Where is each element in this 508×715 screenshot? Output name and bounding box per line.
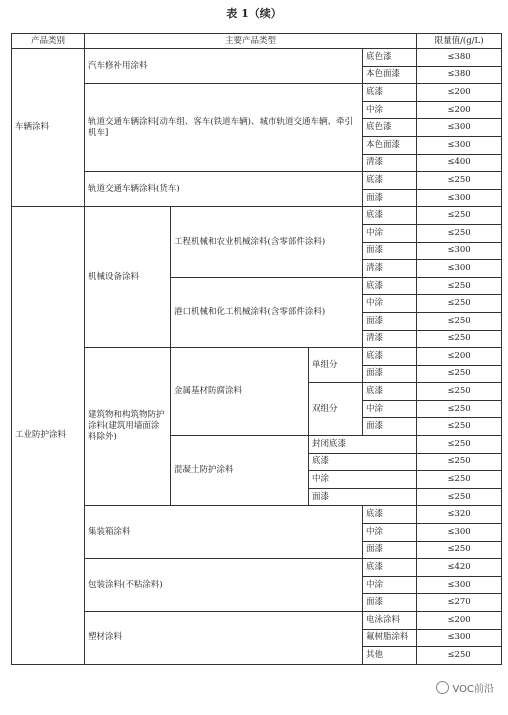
subtype-engineering-machinery: 工程机械和农业机械涂料(含零部件涂料) — [171, 207, 363, 277]
coat-type: 底色漆 — [363, 119, 417, 137]
limit-value: ≤200 — [417, 612, 502, 630]
limit-value: ≤380 — [417, 49, 502, 67]
coat-type: 面漆 — [363, 541, 417, 559]
coat-type: 面漆 — [363, 242, 417, 260]
limit-value: ≤250 — [417, 471, 502, 489]
limit-value: ≤250 — [417, 418, 502, 436]
coat-type: 中涂 — [363, 576, 417, 594]
limit-value: ≤300 — [417, 242, 502, 260]
limit-value: ≤420 — [417, 559, 502, 577]
subtype-port-machinery: 港口机械和化工机械涂料(含零部件涂料) — [171, 277, 363, 347]
coat-type: 底色漆 — [363, 49, 417, 67]
coat-type: 氟树脂涂料 — [363, 629, 417, 647]
limit-value: ≤250 — [417, 541, 502, 559]
coat-type: 底漆 — [363, 348, 417, 366]
coat-type: 本色面漆 — [363, 136, 417, 154]
limit-value: ≤200 — [417, 101, 502, 119]
coat-type: 中涂 — [363, 295, 417, 313]
limit-value: ≤250 — [417, 383, 502, 401]
category-industrial: 工业防护涂料 — [12, 207, 85, 664]
type-packaging: 包装涂料(不粘涂料) — [85, 559, 363, 612]
coat-type: 底漆 — [363, 172, 417, 190]
limit-value: ≤250 — [417, 224, 502, 242]
coat-type: 底漆 — [363, 277, 417, 295]
coat-type: 底漆 — [363, 207, 417, 225]
limit-value: ≤250 — [417, 488, 502, 506]
limit-value: ≤250 — [417, 277, 502, 295]
coat-type: 中涂 — [363, 524, 417, 542]
coat-type: 面漆 — [309, 488, 417, 506]
coat-type: 底漆 — [363, 383, 417, 401]
limit-value: ≤380 — [417, 66, 502, 84]
limit-value: ≤300 — [417, 629, 502, 647]
coat-type: 中涂 — [309, 471, 417, 489]
limit-value: ≤250 — [417, 453, 502, 471]
coat-type: 中涂 — [363, 101, 417, 119]
limit-value: ≤250 — [417, 295, 502, 313]
limit-value: ≤200 — [417, 84, 502, 102]
coat-type: 本色面漆 — [363, 66, 417, 84]
limit-value: ≤300 — [417, 136, 502, 154]
type-rail: 轨道交通车辆涂料[动车组、客车(铁道车辆)、城市轨道交通车辆、牵引机车] — [85, 84, 363, 172]
table-title: 表 1（续） — [226, 7, 282, 20]
limit-value: ≤250 — [417, 365, 502, 383]
coat-type: 面漆 — [363, 189, 417, 207]
coat-type: 其他 — [363, 647, 417, 665]
coat-type: 封闭底漆 — [309, 436, 417, 454]
type-building-protection: 建筑物和构筑物防护涂料(建筑用墙面涂料除外) — [85, 348, 171, 506]
limit-value: ≤250 — [417, 330, 502, 348]
limit-value: ≤250 — [417, 400, 502, 418]
dual-component: 双组分 — [309, 383, 363, 436]
limit-value: ≤200 — [417, 348, 502, 366]
coat-type: 中涂 — [363, 224, 417, 242]
limit-value: ≤300 — [417, 119, 502, 137]
header-category: 产品类别 — [12, 34, 85, 49]
coat-type: 底漆 — [363, 559, 417, 577]
limit-value: ≤300 — [417, 189, 502, 207]
coat-type: 面漆 — [363, 418, 417, 436]
limit-value: ≤250 — [417, 647, 502, 665]
limit-value: ≤270 — [417, 594, 502, 612]
coat-type: 面漆 — [363, 594, 417, 612]
limit-value: ≤250 — [417, 436, 502, 454]
coat-type: 面漆 — [363, 365, 417, 383]
coat-type: 电泳涂料 — [363, 612, 417, 630]
category-vehicle: 车辆涂料 — [12, 49, 85, 207]
subtype-concrete-protection: 混凝土防护涂料 — [171, 436, 309, 506]
limit-value: ≤250 — [417, 172, 502, 190]
limit-value: ≤300 — [417, 524, 502, 542]
coat-type: 底漆 — [363, 84, 417, 102]
limit-value: ≤250 — [417, 312, 502, 330]
type-machinery: 机械设备涂料 — [85, 207, 171, 348]
watermark-text: VOC前沿 — [452, 684, 494, 695]
limit-value: ≤250 — [417, 207, 502, 225]
limit-value: ≤320 — [417, 506, 502, 524]
type-auto-refinish: 汽车修补用涂料 — [85, 49, 363, 84]
coat-type: 中涂 — [363, 400, 417, 418]
coat-type: 底漆 — [363, 506, 417, 524]
single-component: 单组分 — [309, 348, 363, 383]
coat-type: 底漆 — [309, 453, 417, 471]
coat-type: 清漆 — [363, 260, 417, 278]
type-plastic: 塑材涂料 — [85, 612, 363, 665]
subtype-metal-anticorrosion: 金属基材防腐涂料 — [171, 348, 309, 436]
limit-value: ≤300 — [417, 576, 502, 594]
limit-value: ≤300 — [417, 260, 502, 278]
coat-type: 清漆 — [363, 330, 417, 348]
coat-type: 面漆 — [363, 312, 417, 330]
coat-type: 清漆 — [363, 154, 417, 172]
limit-value: ≤400 — [417, 154, 502, 172]
watermark — [436, 680, 494, 695]
header-limit: 限量值/(g/L) — [417, 34, 502, 49]
header-product-type: 主要产品类型 — [85, 34, 417, 49]
voc-limit-table — [11, 33, 502, 665]
type-rail-cargo: 轨道交通车辆涂料(货车) — [85, 172, 363, 207]
wechat-icon — [436, 681, 449, 694]
type-container: 集装箱涂料 — [85, 506, 363, 559]
